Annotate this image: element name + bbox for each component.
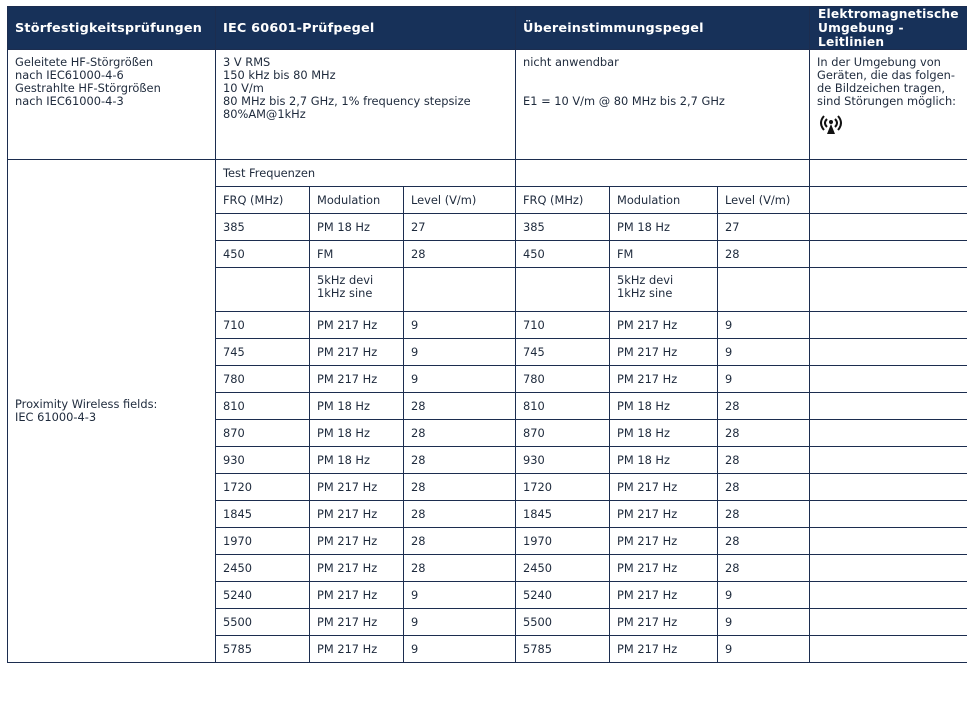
frq-cell: 5240: [516, 582, 610, 609]
rf-level-line: 80 MHz bis 2,7 GHz, 1% frequency stepsize: [223, 94, 471, 108]
level-cell: 28: [404, 420, 516, 447]
guidance-empty: [810, 393, 967, 420]
radio-wave-symbol-icon: [817, 112, 845, 136]
modulation-cell: PM 217 Hz: [310, 501, 404, 528]
frq-cell: 745: [516, 339, 610, 366]
rf-level-line: 150 kHz bis 80 MHz: [223, 68, 336, 82]
guidance-empty: [810, 609, 967, 636]
guidance-empty: [810, 474, 967, 501]
modulation-cell: [310, 268, 404, 312]
modulation-cell: PM 18 Hz: [310, 447, 404, 474]
modulation-cell: PM 18 Hz: [310, 393, 404, 420]
modulation-cell: PM 217 Hz: [610, 339, 718, 366]
modulation-cell: PM 217 Hz: [310, 312, 404, 339]
frq-cell: 450: [216, 241, 310, 268]
col-modulation-header: Modulation: [610, 187, 718, 214]
level-cell: 27: [404, 214, 516, 241]
modulation-cell: PM 217 Hz: [310, 474, 404, 501]
level-cell: 28: [404, 474, 516, 501]
modulation-cell: PM 217 Hz: [610, 609, 718, 636]
level-cell: 28: [404, 241, 516, 268]
header-guidance-line2: Umgebung -Leitlinien: [818, 21, 904, 49]
rf-level-line: 10 V/m: [223, 81, 264, 95]
frq-cell: 810: [516, 393, 610, 420]
guidance-empty: [810, 241, 967, 268]
modulation-cell: PM 18 Hz: [610, 214, 718, 241]
rf-test-line: Gestrahlte HF-Störgrößen: [15, 81, 161, 95]
frq-cell: 2450: [216, 555, 310, 582]
proximity-label-cell: [8, 160, 216, 663]
frq-cell: 5500: [516, 609, 610, 636]
rf-guidance-line: Geräten, die das folgen-: [817, 68, 955, 82]
rf-level-line: 3 V RMS: [223, 55, 271, 69]
level-cell: 9: [404, 366, 516, 393]
modulation-cell: PM 217 Hz: [610, 312, 718, 339]
rf-guidance-line: de Bildzeichen tragen,: [817, 81, 945, 95]
frq-cell: 710: [216, 312, 310, 339]
header-test: Störfestigkeitsprüfungen: [8, 7, 216, 50]
level-cell: 28: [718, 555, 810, 582]
level-cell: 9: [404, 582, 516, 609]
level-cell: 9: [404, 312, 516, 339]
rf-test-cell: [8, 50, 216, 160]
col-level-header: Level (V/m): [718, 187, 810, 214]
level-cell: [404, 268, 516, 312]
guidance-empty: [810, 366, 967, 393]
level-cell: 9: [404, 636, 516, 663]
frq-cell: 710: [516, 312, 610, 339]
level-cell: 28: [718, 447, 810, 474]
modulation-cell: PM 18 Hz: [610, 393, 718, 420]
frq-cell: 5500: [216, 609, 310, 636]
col-level-header: Level (V/m): [404, 187, 516, 214]
modulation-cell: PM 217 Hz: [310, 636, 404, 663]
frq-cell: 930: [516, 447, 610, 474]
level-cell: [718, 268, 810, 312]
frq-cell: 5785: [516, 636, 610, 663]
rf-disturbance-row: [8, 50, 967, 160]
level-cell: 28: [404, 528, 516, 555]
level-cell: 28: [404, 447, 516, 474]
header-guidance-line1: Elektromagnetische: [818, 7, 959, 21]
guidance-empty: [810, 214, 967, 241]
frq-cell: 870: [216, 420, 310, 447]
level-cell: 28: [718, 393, 810, 420]
level-cell: 9: [404, 339, 516, 366]
level-cell: 9: [718, 636, 810, 663]
frq-cell: 870: [516, 420, 610, 447]
rf-guidance-cell: [810, 50, 967, 160]
level-cell: 9: [404, 609, 516, 636]
modulation-cell: FM: [610, 241, 718, 268]
rf-compliance-line: E1 = 10 V/m @ 80 MHz bis 2,7 GHz: [523, 94, 725, 108]
modulation-cell: PM 18 Hz: [310, 420, 404, 447]
frq-cell: 1845: [516, 501, 610, 528]
rf-level-cell: [216, 50, 516, 160]
col-frq-header: FRQ (MHz): [516, 187, 610, 214]
guidance-empty: [810, 268, 967, 312]
frq-cell: 385: [216, 214, 310, 241]
modulation-cell: PM 217 Hz: [610, 501, 718, 528]
guidance-empty: [810, 447, 967, 474]
frq-cell: 1720: [216, 474, 310, 501]
modulation-cell: PM 217 Hz: [610, 528, 718, 555]
modulation-cell: PM 18 Hz: [610, 447, 718, 474]
modulation-line: 5kHz devi: [617, 273, 674, 287]
modulation-cell: PM 18 Hz: [310, 214, 404, 241]
frq-cell: 2450: [516, 555, 610, 582]
modulation-cell: FM: [310, 241, 404, 268]
frq-cell: 1720: [516, 474, 610, 501]
level-cell: 28: [718, 528, 810, 555]
modulation-cell: PM 217 Hz: [610, 582, 718, 609]
rf-guidance-line: In der Umgebung von: [817, 55, 941, 69]
table-header-row: [8, 7, 967, 50]
modulation-cell: PM 217 Hz: [310, 366, 404, 393]
test-frequencies-row: [8, 160, 967, 187]
guidance-empty: [810, 501, 967, 528]
level-cell: 9: [718, 366, 810, 393]
frq-cell: [516, 268, 610, 312]
col-frq-header: FRQ (MHz): [216, 187, 310, 214]
modulation-cell: PM 217 Hz: [310, 528, 404, 555]
frq-cell: 450: [516, 241, 610, 268]
level-cell: 28: [718, 501, 810, 528]
rf-guidance-line: sind Störungen möglich:: [817, 94, 956, 108]
frq-cell: 5785: [216, 636, 310, 663]
frq-cell: [216, 268, 310, 312]
level-cell: 28: [404, 555, 516, 582]
proximity-label-line2: IEC 61000-4-3: [15, 410, 97, 424]
guidance-empty: [810, 339, 967, 366]
guidance-empty: [810, 160, 967, 187]
rf-level-line: 80%AM@1kHz: [223, 107, 306, 121]
level-cell: 9: [718, 582, 810, 609]
test-frequencies-empty: [516, 160, 810, 187]
frq-cell: 810: [216, 393, 310, 420]
level-cell: 9: [718, 312, 810, 339]
modulation-cell: PM 217 Hz: [610, 366, 718, 393]
test-frequencies-label: Test Frequenzen: [216, 160, 516, 187]
frq-cell: 1845: [216, 501, 310, 528]
modulation-line: 1kHz sine: [617, 286, 673, 300]
level-cell: 27: [718, 214, 810, 241]
level-cell: 28: [404, 501, 516, 528]
level-cell: 28: [718, 420, 810, 447]
level-cell: 28: [718, 474, 810, 501]
level-cell: 28: [404, 393, 516, 420]
modulation-cell: PM 217 Hz: [310, 582, 404, 609]
frq-cell: 745: [216, 339, 310, 366]
guidance-empty: [810, 312, 967, 339]
header-iec-level: IEC 60601-Prüfpegel: [216, 7, 516, 50]
level-cell: 9: [718, 609, 810, 636]
modulation-cell: PM 217 Hz: [610, 474, 718, 501]
frq-cell: 780: [216, 366, 310, 393]
modulation-cell: PM 217 Hz: [310, 555, 404, 582]
rf-test-line: nach IEC61000-4-6: [15, 68, 124, 82]
frq-cell: 1970: [516, 528, 610, 555]
frq-cell: 5240: [216, 582, 310, 609]
modulation-cell: [610, 268, 718, 312]
modulation-cell: PM 18 Hz: [610, 420, 718, 447]
modulation-line: 1kHz sine: [317, 286, 373, 300]
level-cell: 28: [718, 241, 810, 268]
rf-compliance-cell: [516, 50, 810, 160]
header-compliance-level: Übereinstimmungspegel: [516, 7, 810, 50]
guidance-empty: [810, 636, 967, 663]
rf-test-line: nach IEC61000-4-3: [15, 94, 124, 108]
frq-cell: 780: [516, 366, 610, 393]
emc-immunity-table: [7, 6, 967, 663]
rf-test-line: Geleitete HF-Störgrößen: [15, 55, 154, 69]
proximity-label-line1: Proximity Wireless fields:: [15, 397, 158, 411]
col-modulation-header: Modulation: [310, 187, 404, 214]
modulation-cell: PM 217 Hz: [310, 609, 404, 636]
guidance-empty: [810, 528, 967, 555]
guidance-empty: [810, 187, 967, 214]
guidance-empty: [810, 420, 967, 447]
level-cell: 9: [718, 339, 810, 366]
rf-compliance-line: nicht anwendbar: [523, 55, 619, 69]
header-guidance: [810, 7, 967, 50]
frq-cell: 1970: [216, 528, 310, 555]
frq-cell: 930: [216, 447, 310, 474]
frq-cell: 385: [516, 214, 610, 241]
guidance-empty: [810, 555, 967, 582]
modulation-cell: PM 217 Hz: [610, 555, 718, 582]
guidance-empty: [810, 582, 967, 609]
modulation-cell: PM 217 Hz: [310, 339, 404, 366]
modulation-line: 5kHz devi: [317, 273, 374, 287]
modulation-cell: PM 217 Hz: [610, 636, 718, 663]
